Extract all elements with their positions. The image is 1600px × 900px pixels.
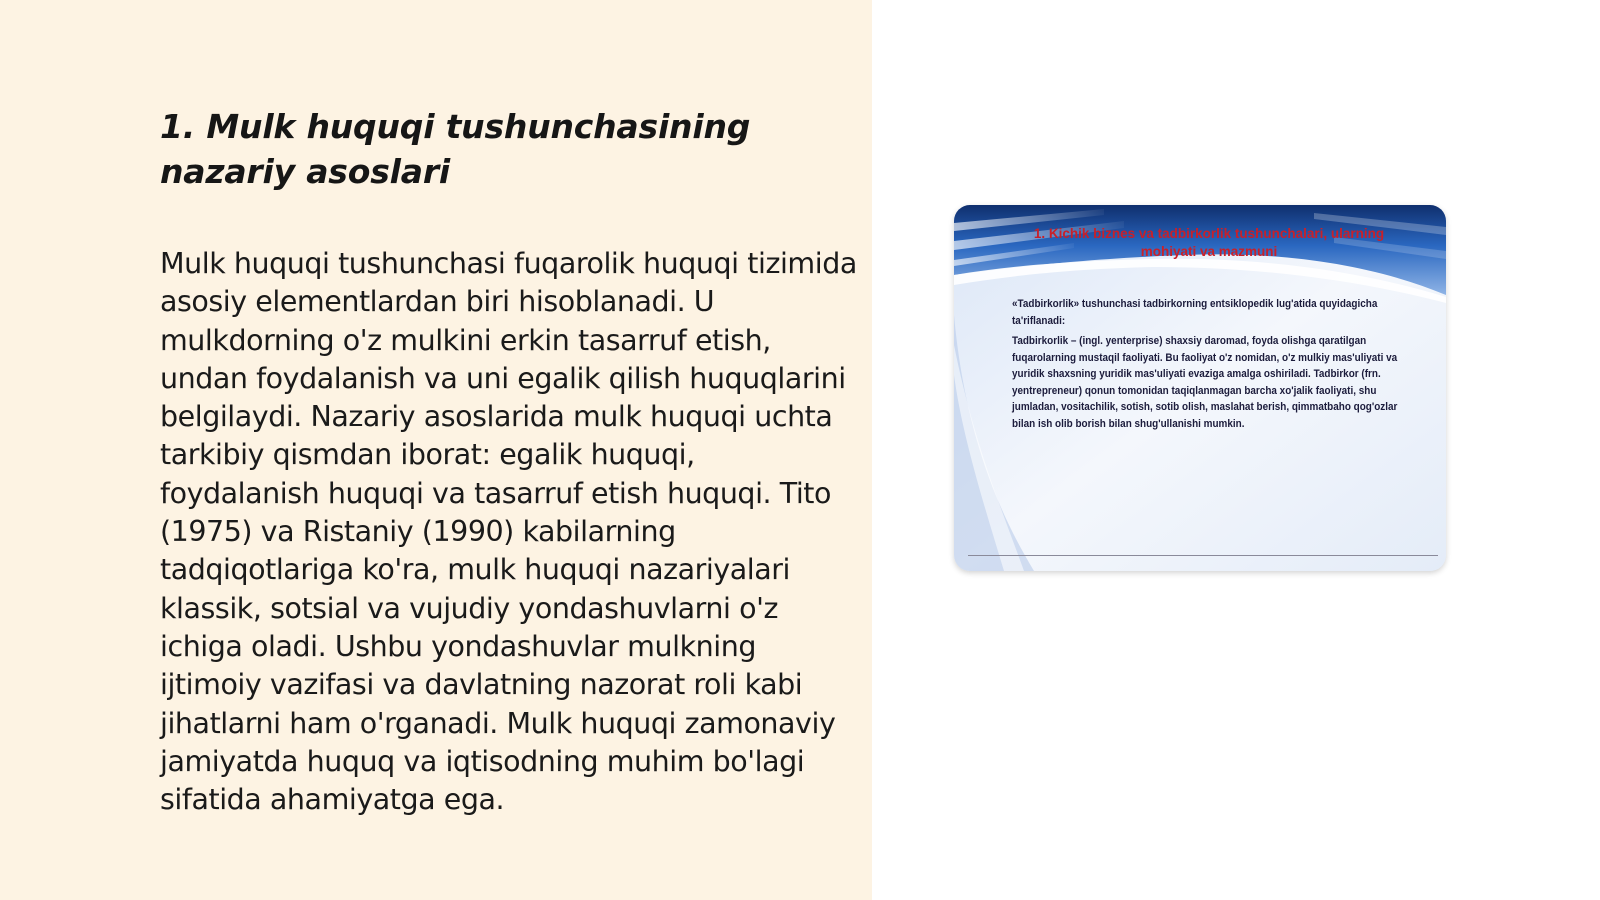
embedded-slide-divider [968,555,1438,556]
slide-body-text: Mulk huquqi tushunchasi fuqarolik huquqi tizimida asosiy elementlardan biri hisoblanadi. U mulkdorning o'z mulkini erkin tasarruf etish, undan foydalanish va uni egalik qilish huquqlarini belgilaydi. Nazariy asoslarida mulk huquqi uchta tarkibiy qismdan iborat: egalik huquqi, foydalanish huquqi va tasarruf etish huquqi. Tito (1975) va Ristaniy (1990) kabilarning tadqiqotlariga ko'ra, mulk huquqi nazariyalari klassik, sotsial va vujudiy yondashuvlarni o'z ichiga oladi. Ushbu yondashuvlar mulkning ijtimoiy vazifasi va davlatning nazorat roli kabi jihatlarni ham o'rganadi. Mulk huquqi zamonaviy jamiyatda huquq va iqtisodning muhim bo'lagi sifatida ahamiyatga ega. [160,247,857,817]
embedded-slide-title: 1. Kichik biznes va tadbirkorlik tushunchalari, ularning mohiyati va mazmuni [1033,226,1385,259]
embedded-slide-definition: Tadbirkorlik – (ingl. yenterprise) shaxsiy daromad, foyda olishga qaratilgan fuqarolarning mustaqil faoliyati. Bu faoliyat o'z nomidan, o'z mulkiy mas'uliyati va yuridik shaxsning yuridik mas'uliyati evaziga amalga oshiriladi. Tadbirkor (frn. yentrepreneur) qonun tomonidan taqiqlanmagan barcha xo'jalik faoliyati, shu jumladan, vositachilik, sotish, sotib olish, maslahat berish, qimmatbaho qog'ozlar bilan ish olib borish bilan shug'ullanishi mumkin. [1012,335,1398,430]
slide-title: 1. Mulk huquqi tushunchasining nazariy asoslari [160,107,751,191]
embedded-slide-image [954,205,1446,571]
embedded-slide-intro: «Tadbirkorlik» tushunchasi tadbirkorning entsiklopedik lug'atida quyidagicha ta'riflanadi: [1012,298,1378,327]
